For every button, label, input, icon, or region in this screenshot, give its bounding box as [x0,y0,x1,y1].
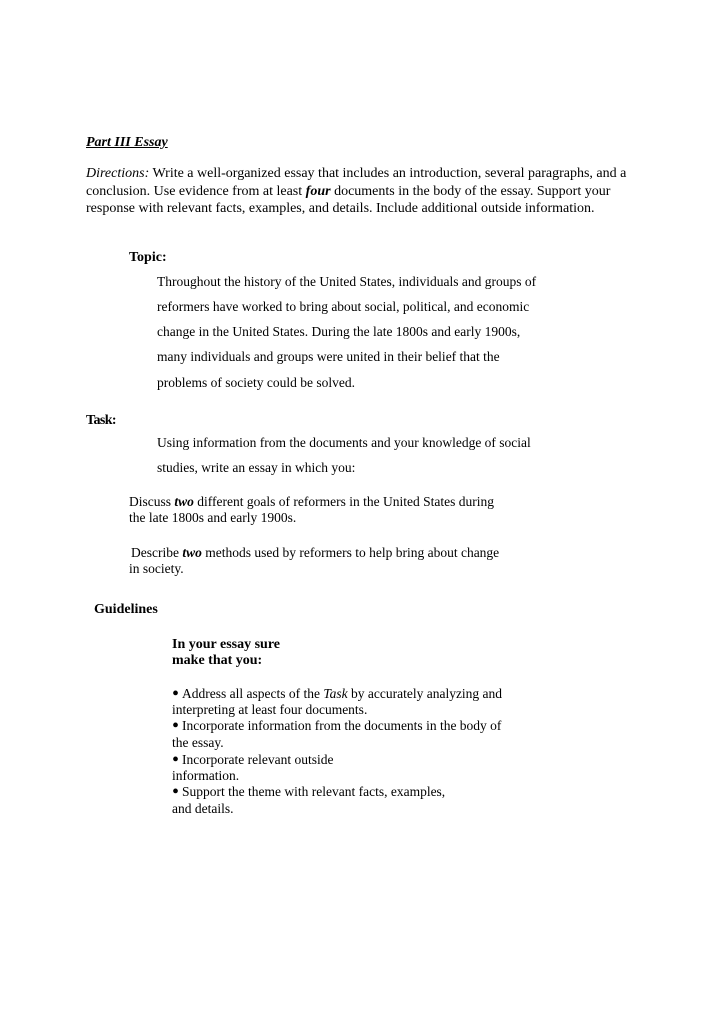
topic-label: Topic: [129,250,167,265]
task-item-2-pre: Describe [131,545,179,560]
guidelines-label: Guidelines [94,602,158,617]
topic-line-2: reformers have worked to bring about social, political, and economic [157,299,530,314]
directions-text-2b: documents in the body of the essay. Support your [334,184,611,199]
guideline-1-post: by accurately analyzing and [351,686,503,701]
topic-line-4: many individuals and groups were united in their belief that the [157,349,500,364]
directions-line-1 [86,164,626,183]
guideline-2-text: Incorporate information from the documents in the body of [182,718,502,733]
directions-text-1: Write a well-organized essay that includes an introduction, several paragraphs, and a [152,166,627,181]
task-item-1-post: different goals of reformers in the United States during [197,494,494,509]
directions-emphasis-four: four [305,184,331,199]
task-label: Task: [86,413,116,428]
directions-text-2a: conclusion. Use evidence from at least [86,184,303,199]
task-item-2-line-2: in society. [129,561,184,576]
task-item-2-post: methods used by reformers to help bring about change [205,545,500,560]
task-item-2-line-1 [131,543,499,562]
section-title: Part III Essay [86,135,168,150]
task-line-2: studies, write an essay in which you: [157,460,356,475]
guideline-1-emphasis-task: Task [323,686,348,701]
bullet-icon: • [172,749,180,771]
task-item-1-pre: Discuss [129,494,172,509]
task-item-1-line-2: the late 1800s and early 1900s. [129,510,297,525]
guideline-2-line-2: the essay. [172,735,224,750]
bullet-icon: • [172,781,180,803]
guideline-4-text: Support the theme with relevant facts, examples, [182,784,446,799]
guidelines-intro-line-1: In your essay sure [172,637,281,652]
guideline-1-pre: Address all aspects of the [182,686,320,701]
directions-label: Directions: [86,166,150,181]
task-item-1-emphasis: two [174,494,194,509]
task-item-2-emphasis: two [182,545,202,560]
guideline-4-line-2: and details. [172,801,234,816]
directions-line-3: response with relevant facts, examples, and details. Include additional outside information. [86,201,595,216]
guideline-1-line-2: interpreting at least four documents. [172,702,368,717]
guideline-3-line-2: information. [172,768,240,783]
task-line-1: Using information from the documents and your knowledge of social [157,435,531,450]
topic-line-1: Throughout the history of the United States, individuals and groups of [157,274,537,289]
bullet-icon: • [172,683,180,705]
guideline-3-text: Incorporate relevant outside [182,752,334,767]
topic-line-3: change in the United States. During the late 1800s and early 1900s, [157,324,521,339]
topic-line-5: problems of society could be solved. [157,375,355,390]
guidelines-intro-line-2: make that you: [172,653,263,668]
bullet-icon: • [172,715,180,737]
